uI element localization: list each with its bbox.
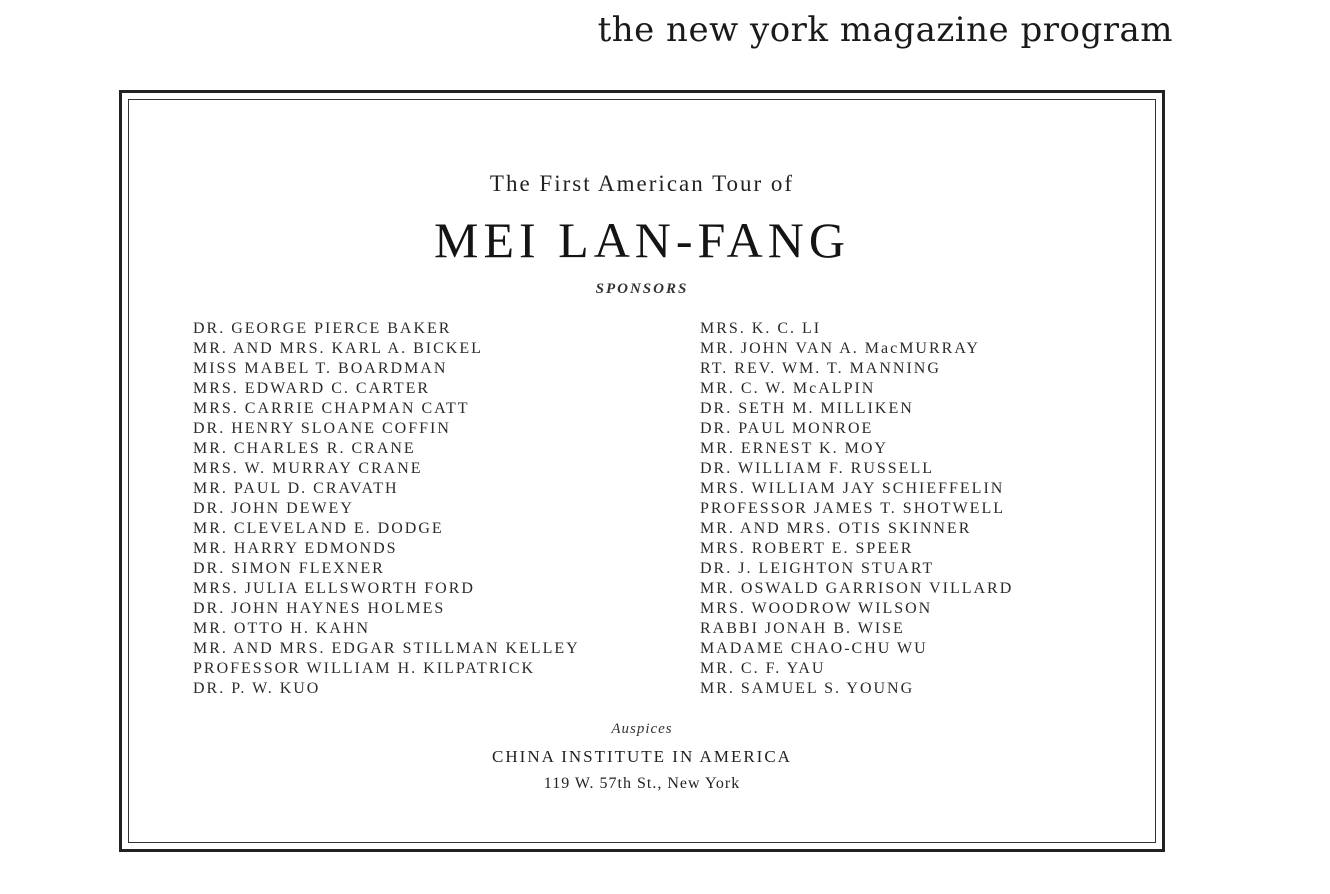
advertisement-frame xyxy=(119,90,1165,852)
sponsor-name: MRS. K. C. LI xyxy=(700,320,822,337)
sponsor-name: MRS. CARRIE CHAPMAN CATT xyxy=(193,400,470,417)
sponsor-name: MR. CHARLES R. CRANE xyxy=(193,440,416,457)
sponsor-name: MRS. WILLIAM JAY SCHIEFFELIN xyxy=(700,480,1005,497)
institute-name: CHINA INSTITUTE IN AMERICA xyxy=(492,747,792,766)
sponsor-name: MRS. EDWARD C. CARTER xyxy=(193,380,431,397)
sponsor-name: MR. ERNEST K. MOY xyxy=(700,440,888,457)
sponsor-name: DR. SIMON FLEXNER xyxy=(193,560,385,577)
sponsor-name: MR. OTTO H. KAHN xyxy=(193,620,371,637)
sponsor-name: PROFESSOR JAMES T. SHOTWELL xyxy=(700,500,1005,517)
sponsor-name: DR. JOHN HAYNES HOLMES xyxy=(193,600,446,617)
sponsor-name: DR. J. LEIGHTON STUART xyxy=(700,560,935,577)
sponsor-name: MR. PAUL D. CRAVATH xyxy=(193,480,399,497)
sponsor-name: RT. REV. WM. T. MANNING xyxy=(700,360,941,377)
sponsor-name: MRS. JULIA ELLSWORTH FORD xyxy=(193,580,475,597)
sponsor-name: MR. JOHN VAN A. MacMURRAY xyxy=(700,340,980,357)
sponsor-name: MR. SAMUEL S. YOUNG xyxy=(700,680,915,697)
sponsor-name: DR. SETH M. MILLIKEN xyxy=(700,400,914,417)
ad-headline-name: MEI LAN-FANG xyxy=(434,212,850,268)
sponsors-list-right xyxy=(700,319,1013,699)
sponsor-name: MR. AND MRS. EDGAR STILLMAN KELLEY xyxy=(193,640,580,657)
sponsor-name: MR. AND MRS. OTIS SKINNER xyxy=(700,520,972,537)
sponsor-name: DR. PAUL MONROE xyxy=(700,420,874,437)
sponsor-name: MR. AND MRS. KARL A. BICKEL xyxy=(193,340,483,357)
sponsor-name: DR. HENRY SLOANE COFFIN xyxy=(193,420,451,437)
sponsor-name: DR. P. W. KUO xyxy=(193,680,321,697)
sponsor-name: DR. JOHN DEWEY xyxy=(193,500,354,517)
sponsor-name: RABBI JONAH B. WISE xyxy=(700,620,905,637)
sponsor-name: MR. HARRY EDMONDS xyxy=(193,540,398,557)
institute-address: 119 W. 57th St., New York xyxy=(543,775,741,792)
sponsor-name: DR. GEORGE PIERCE BAKER xyxy=(193,320,452,337)
sponsor-name: PROFESSOR WILLIAM H. KILPATRICK xyxy=(193,660,536,677)
sponsor-name: MR. C. W. McALPIN xyxy=(700,380,876,397)
sponsor-name: MRS. ROBERT E. SPEER xyxy=(700,540,914,557)
sponsors-list-left xyxy=(193,319,580,699)
auspices-label: Auspices xyxy=(611,721,673,737)
ad-intro-line: The First American Tour of xyxy=(489,171,795,196)
sponsor-name: DR. WILLIAM F. RUSSELL xyxy=(700,460,934,477)
sponsor-name: MRS. W. MURRAY CRANE xyxy=(193,460,423,477)
sponsors-heading: SPONSORS xyxy=(595,281,689,297)
sponsor-name: MISS MABEL T. BOARDMAN xyxy=(193,360,448,377)
sponsor-name: MR. C. F. YAU xyxy=(700,660,826,677)
running-head: the new york magazine program xyxy=(597,10,1173,50)
sponsor-name: MR. CLEVELAND E. DODGE xyxy=(193,520,444,537)
sponsor-name: MADAME CHAO-CHU WU xyxy=(700,640,928,657)
sponsor-name: MRS. WOODROW WILSON xyxy=(700,600,933,617)
sponsor-name: MR. OSWALD GARRISON VILLARD xyxy=(700,580,1014,597)
